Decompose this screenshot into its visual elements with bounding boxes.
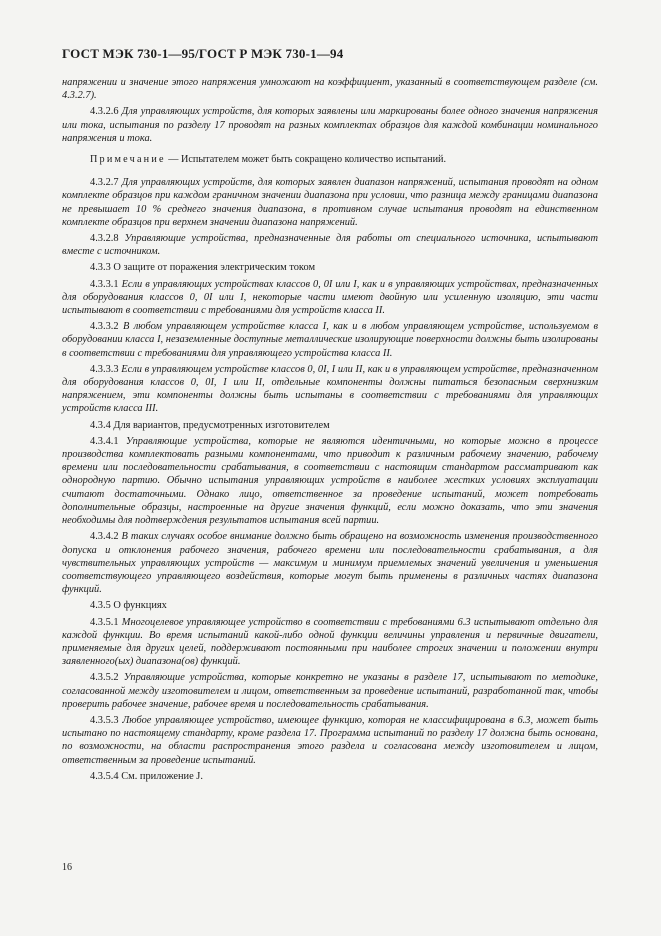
note-label: Примечание [90,154,166,166]
clause-number: 4.3.4.1 [90,435,119,447]
clause-number: 4.3.5.1 [90,616,119,628]
clause-paragraph [62,714,598,767]
clause-number: 4.3.5.3 [90,714,119,726]
section-heading [62,599,598,612]
page-number: 16 [62,862,72,873]
clause-text: Управляющие устройства, предназначенные для работы от специального источника, испытывают вместе с источником. [62,233,598,258]
section-heading [62,419,598,432]
clause-paragraph [62,363,598,416]
clause-text: В таких случаях особое внимание должно быть обращено на возможность изменения производственного допуска и отклонения рабочего значения, рабочего времени или последовательности срабатывания, а для чувствительных управляющих устройств — максимум и минимум приемлемых значений увеличения и уменьшения соответствующего управляющего воздействия, которые могут быть применены в различных частях диапазона функций. [62,531,598,596]
clause-text: См. приложение J. [121,770,203,782]
clause-paragraph [62,616,598,669]
clause-number: 4.3.4 [90,419,111,431]
note-text: — Испытателем может быть сокращено количество испытаний. [165,154,447,166]
clause-paragraph [62,278,598,318]
clause-number: 4.3.2.7 [90,177,119,189]
clause-number: 4.3.3.3 [90,363,119,375]
clause-paragraph [62,530,598,596]
clause-text: Если в управляющем устройстве классов 0, 0I, I или II, как и в управляющем устройстве, предназначенном для оборудования классов 0, 0I, I или II, отдельные компоненты должны питаться безопасным сверхнизким напряжением, эти компоненты должны быть испытаны в соответствии с требованиями для управляющих устройств класса III. [62,363,598,415]
clause-paragraph [62,176,598,229]
clause-text: Управляющие устройства, которые конкретно не указаны в разделе 17, испытывают по методике, согласованной между изготовителем и лицом, ответственным за проведение испытаний, разработанной так, чтобы проверить рабочее значение, рабочее время и последовательность срабатывания. [62,672,598,710]
clause-paragraph [62,671,598,711]
clause-text: Для управляющих устройств, для которых заявлен диапазон напряжений, испытания проводят на одном комплекте образцов при каждом граничном значении диапазона при условии, что разница между границами диапазона не превышает 10 % среднего значения диапазона, в противном случае испытания проводят на единственном комплекте образцов при верхнем значении диапазона напряжений. [62,177,598,228]
clause-text: Если в управляющих устройствах классов 0, 0I или I, как и в управляющих устройствах, предназначенных для оборудования классов 0, 0I или I, некоторые части имеют двойную или усиленную изоляцию, эти части испытывают в соответствии с требованиями для устройств класса II. [62,278,598,317]
clause-text: Управляющие устройства, которые не являются идентичными, но которые можно в процессе производства комплектовать разными компонентами, что приводит к различным рабочему значению, рабочему времени или последовательности срабатывания, в соответствии с настоящим стандартом рассматривают как однородную партию. Обычно испытания управляющих устройств в наиболее жестких условиях эксплуатации считают достаточными. Однако лицо, ответственное за проведение испытаний, может потребовать дополнительные образцы, настроенные на другие значения функций, если можно доказать, что эти значения необходимы для подтверждения результатов испытания всей партии. [62,435,598,527]
clause-paragraph [62,76,598,102]
clause-number: 4.3.2.6 [90,106,119,118]
clause-text: Для вариантов, предусмотренных изготовителем [113,419,330,431]
clause-text: Для управляющих устройств, для которых заявлены или маркированы более одного значения напряжения или тока, испытания по разделу 17 проводят на разных комплектах образцов для каждой комбинации номинального напряжения и тока. [62,106,598,144]
note-paragraph [62,153,598,166]
clause-text: О защите от поражения электрическим током [113,262,316,274]
clause-number: 4.3.5.2 [90,672,119,684]
clause-number: 4.3.5.4 [90,770,119,782]
clause-number: 4.3.3 [90,262,111,274]
clause-text: Любое управляющее устройство, имеющее функцию, которая не классифицирована в 6.3, может быть испытано по настоящему стандарту, кроме раздела 17. Программа испытаний по разделу 17 должна быть основана, по возможности, на области распространения этого раздела и согласована между изготовителем и лицом, ответственным за проведение испытаний. [62,714,598,766]
clause-text: О функциях [113,600,167,612]
clause-text: Многоцелевое управляющее устройство в соответствии с требованиями 6.3 испытывают отдельно для каждой функции. Во время испытаний какой-либо одной функции величины управления и первичные двигатели, применяемые для других целей, поддерживают постоянными при наиболее строгих значении и положении внутри заявленного(ых) диапазона(ов) функций. [62,616,598,668]
section-heading [62,770,598,783]
clause-number: 4.3.5 [90,600,111,612]
clause-number: 4.3.4.2 [90,531,119,543]
clause-paragraph [62,105,598,145]
clause-number: 4.3.3.2 [90,321,119,333]
clause-paragraph [62,435,598,527]
clause-text: В любом управляющем устройстве класса I, как и в любом управляющем устройстве, используемом в оборудовании класса I, незаземленные доступные металлические изолирующие поверхности должны быть изолированы в соответствии с требованиями для управляющего устройства класса II. [62,321,599,359]
clause-paragraph [62,232,598,258]
clause-paragraph [62,320,598,360]
clause-number: 4.3.3.1 [90,278,119,290]
section-heading [62,261,598,274]
document-body [62,76,598,786]
document-header: ГОСТ МЭК 730-1—95/ГОСТ Р МЭК 730-1—94 [62,46,344,61]
clause-number: 4.3.2.8 [90,233,119,245]
clause-text: напряжении и значение этого напряжения умножают на коэффициент, указанный в соответствующем разделе (см. 4.3.2.7). [62,77,598,102]
